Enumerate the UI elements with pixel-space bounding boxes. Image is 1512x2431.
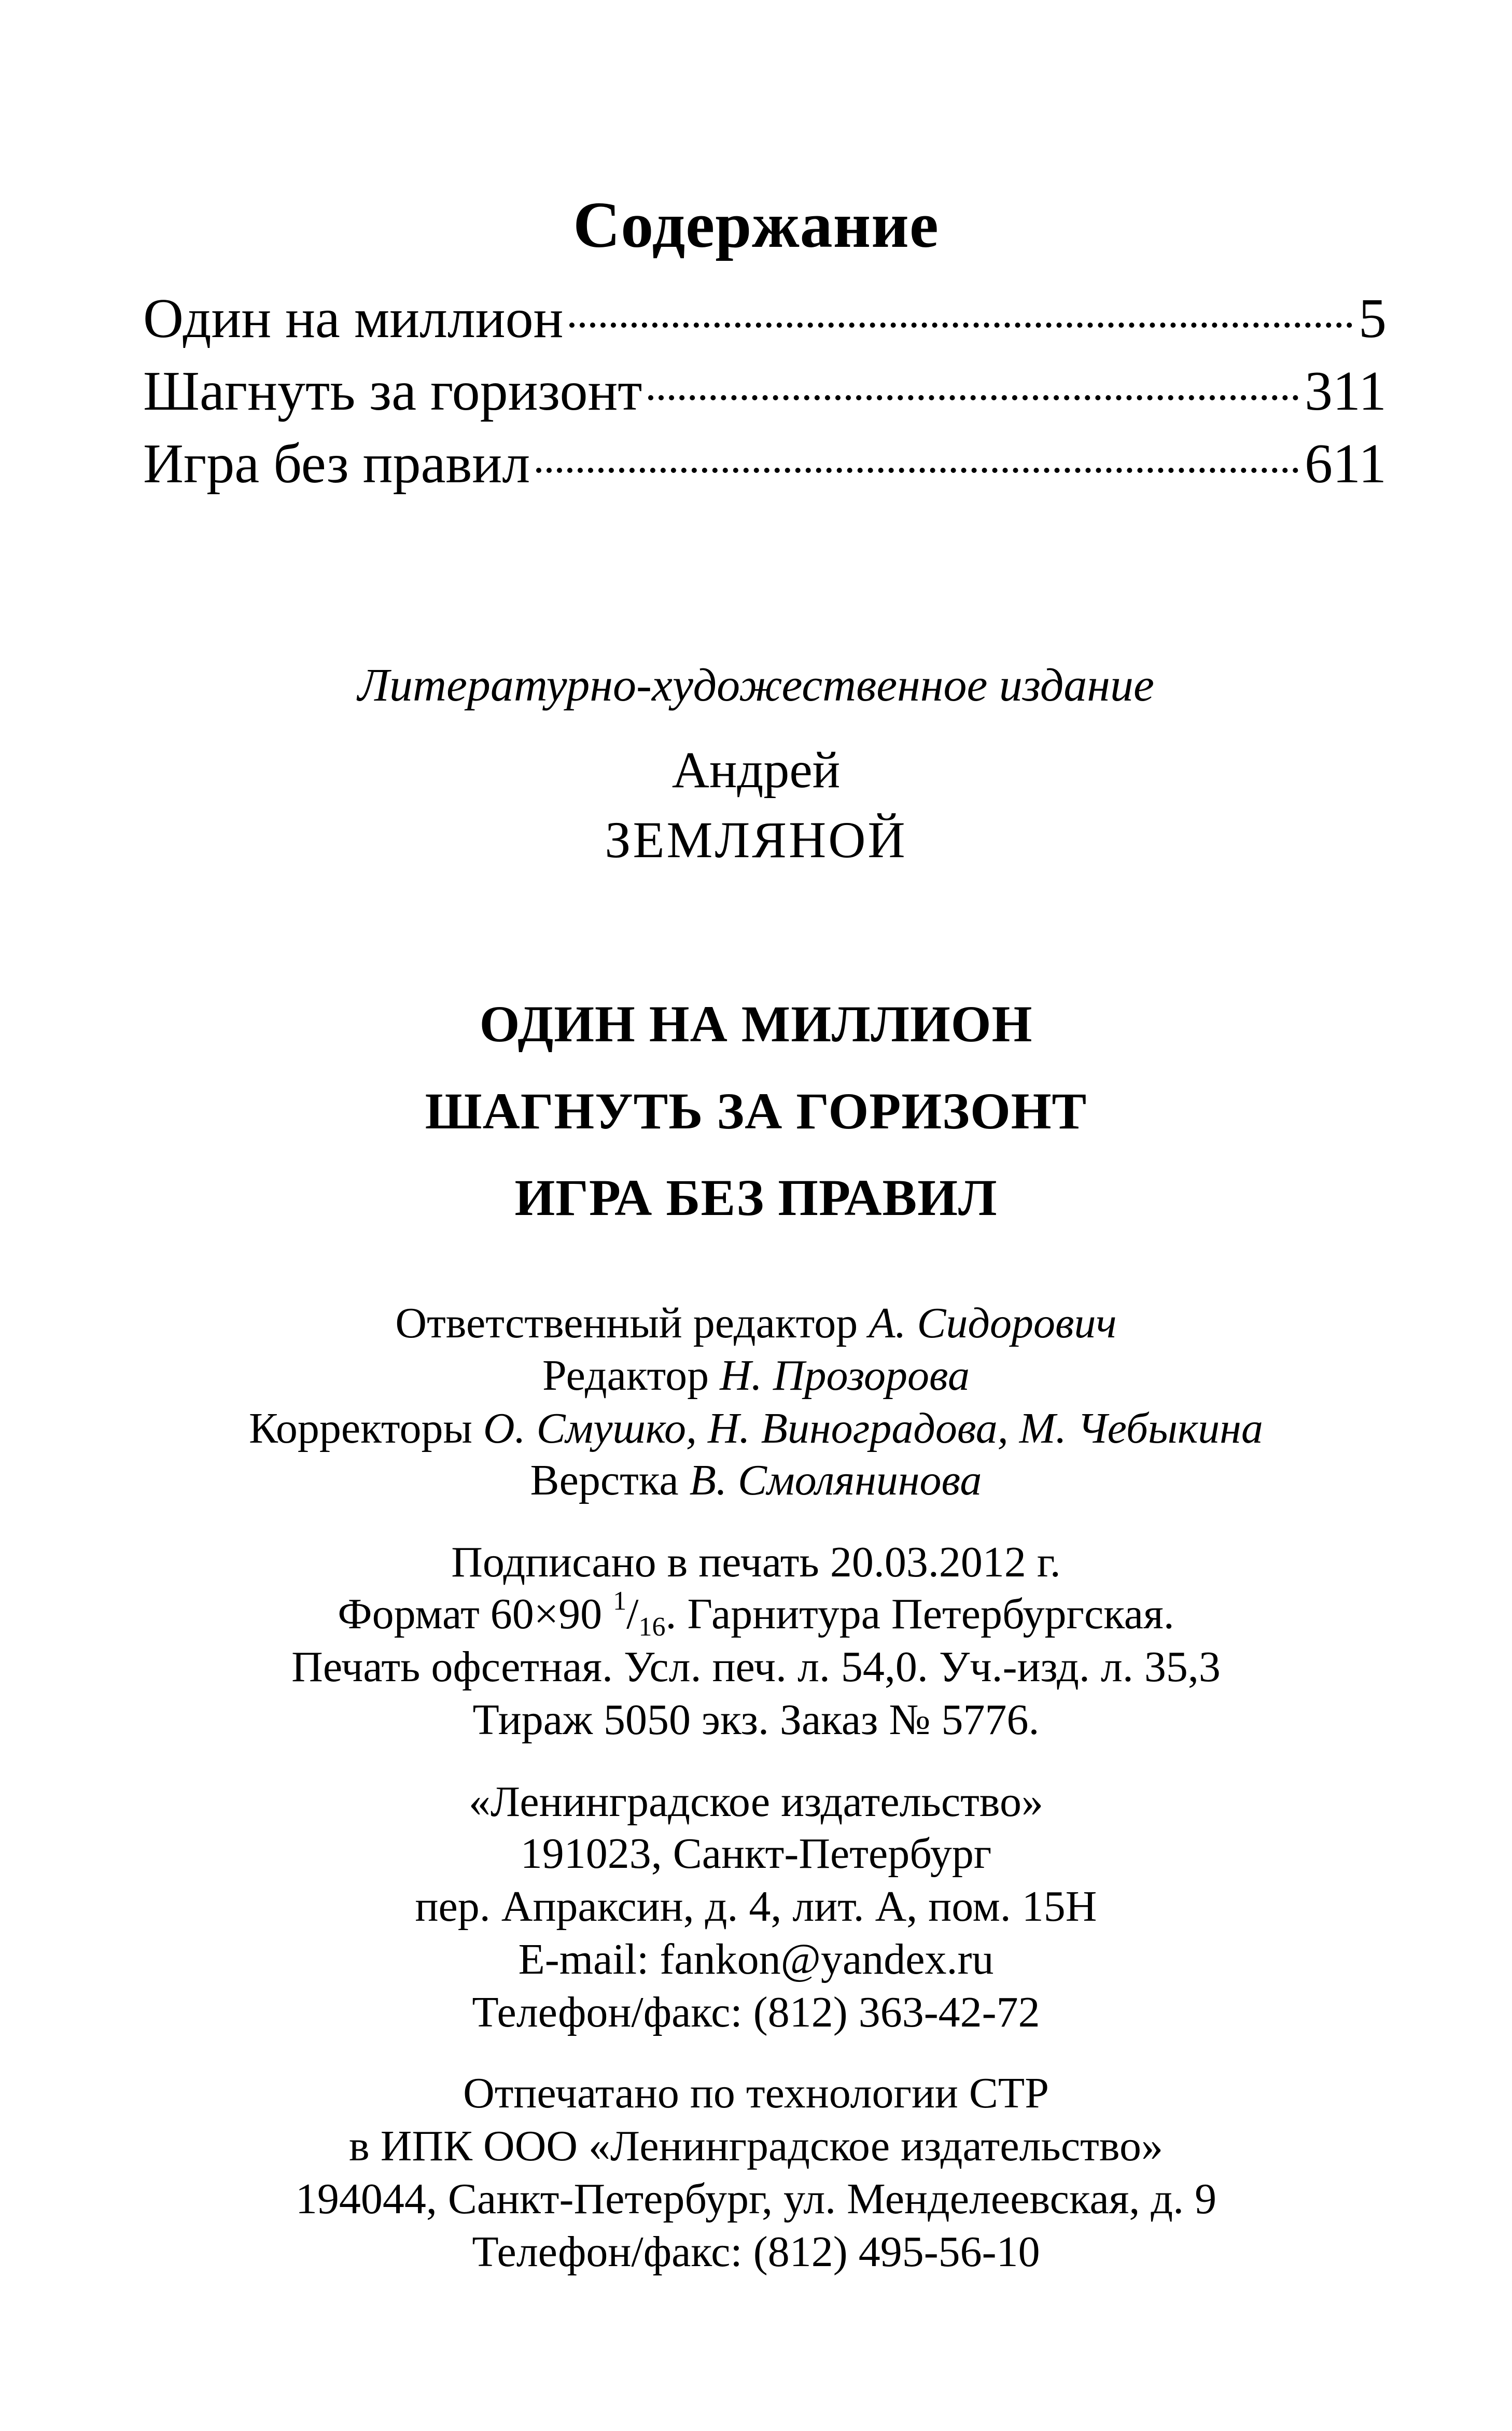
format-fraction-slash: / — [626, 1590, 639, 1638]
publisher-postal: 191023, Санкт-Петербург — [520, 1829, 992, 1878]
contents-item-label: Один на миллион — [143, 288, 564, 350]
contents-title: Содержание — [573, 189, 939, 261]
format-fraction-denominator: 16 — [638, 1612, 666, 1642]
contents-item-label: Игра без правил — [143, 433, 530, 495]
contents-item — [143, 428, 1387, 500]
printer-line: Отпечатано по технологии CTP — [463, 2069, 1049, 2117]
credit-person: А. Сидорович — [869, 1299, 1117, 1347]
publisher-name: «Ленинградское издательство» — [469, 1778, 1043, 1826]
book-title: ШАГНУТЬ ЗА ГОРИЗОНТ — [425, 1082, 1087, 1140]
dot-leader — [536, 468, 1298, 473]
credit-person: Н. Прозорова — [720, 1351, 970, 1400]
publisher-address: пер. Апраксин, д. 4, лит. А, пом. 15Н — [415, 1882, 1097, 1931]
book-title: ИГРА БЕЗ ПРАВИЛ — [514, 1169, 998, 1226]
publisher-email: E-mail: fankon@yandex.ru — [518, 1935, 994, 1983]
contents-item-page: 5 — [1359, 288, 1387, 350]
format-line — [0, 1586, 1512, 1643]
print-specs: Печать офсетная. Усл. печ. л. 54,0. Уч.-изд. л. 35,3 — [291, 1643, 1221, 1691]
format-fraction-numerator: 1 — [613, 1586, 627, 1616]
dot-leader — [569, 323, 1352, 328]
credit-person: В. Смолянинова — [689, 1456, 982, 1504]
printer-phone: Телефон/факс: (812) 495-56-10 — [472, 2228, 1040, 2276]
publisher-phone: Телефон/факс: (812) 363-42-72 — [472, 1988, 1040, 2036]
printer-name: в ИПК ООО «Ленинградское издательство» — [349, 2122, 1163, 2170]
format-prefix: Формат 60×90 — [338, 1590, 603, 1638]
contents-item-page: 311 — [1305, 360, 1387, 422]
contents-list — [143, 283, 1387, 500]
contents-item-label: Шагнуть за горизонт — [143, 360, 642, 422]
printer-address: 194044, Санкт-Петербург, ул. Менделеевская, д. 9 — [295, 2175, 1217, 2223]
contents-item — [143, 283, 1387, 355]
author-last-name: ЗЕМЛЯНОЙ — [605, 811, 907, 869]
print-run: Тираж 5050 экз. Заказ № 5776. — [472, 1696, 1040, 1744]
contents-item-page: 611 — [1305, 433, 1387, 495]
dot-leader — [648, 395, 1298, 400]
credit-proofreaders — [0, 1400, 1512, 1457]
edition-genre: Литературно-художественное издание — [358, 660, 1154, 711]
credit-role: Ответственный редактор — [395, 1299, 858, 1347]
signed-to-print: Подписано в печать 20.03.2012 г. — [451, 1538, 1061, 1586]
format-suffix: . Гарнитура Петербургская. — [665, 1590, 1174, 1638]
credit-responsible-editor — [0, 1295, 1512, 1352]
author-first-name: Андрей — [671, 741, 841, 799]
credit-editor — [0, 1347, 1512, 1404]
credit-person: О. Смушко, Н. Виноградова, М. Чебыкина — [483, 1404, 1263, 1452]
credit-role: Верстка — [530, 1456, 679, 1504]
credit-layout — [0, 1452, 1512, 1509]
book-title: ОДИН НА МИЛЛИОН — [479, 995, 1033, 1053]
credit-role: Редактор — [542, 1351, 709, 1400]
credit-role: Корректоры — [249, 1404, 472, 1452]
contents-item — [143, 355, 1387, 428]
